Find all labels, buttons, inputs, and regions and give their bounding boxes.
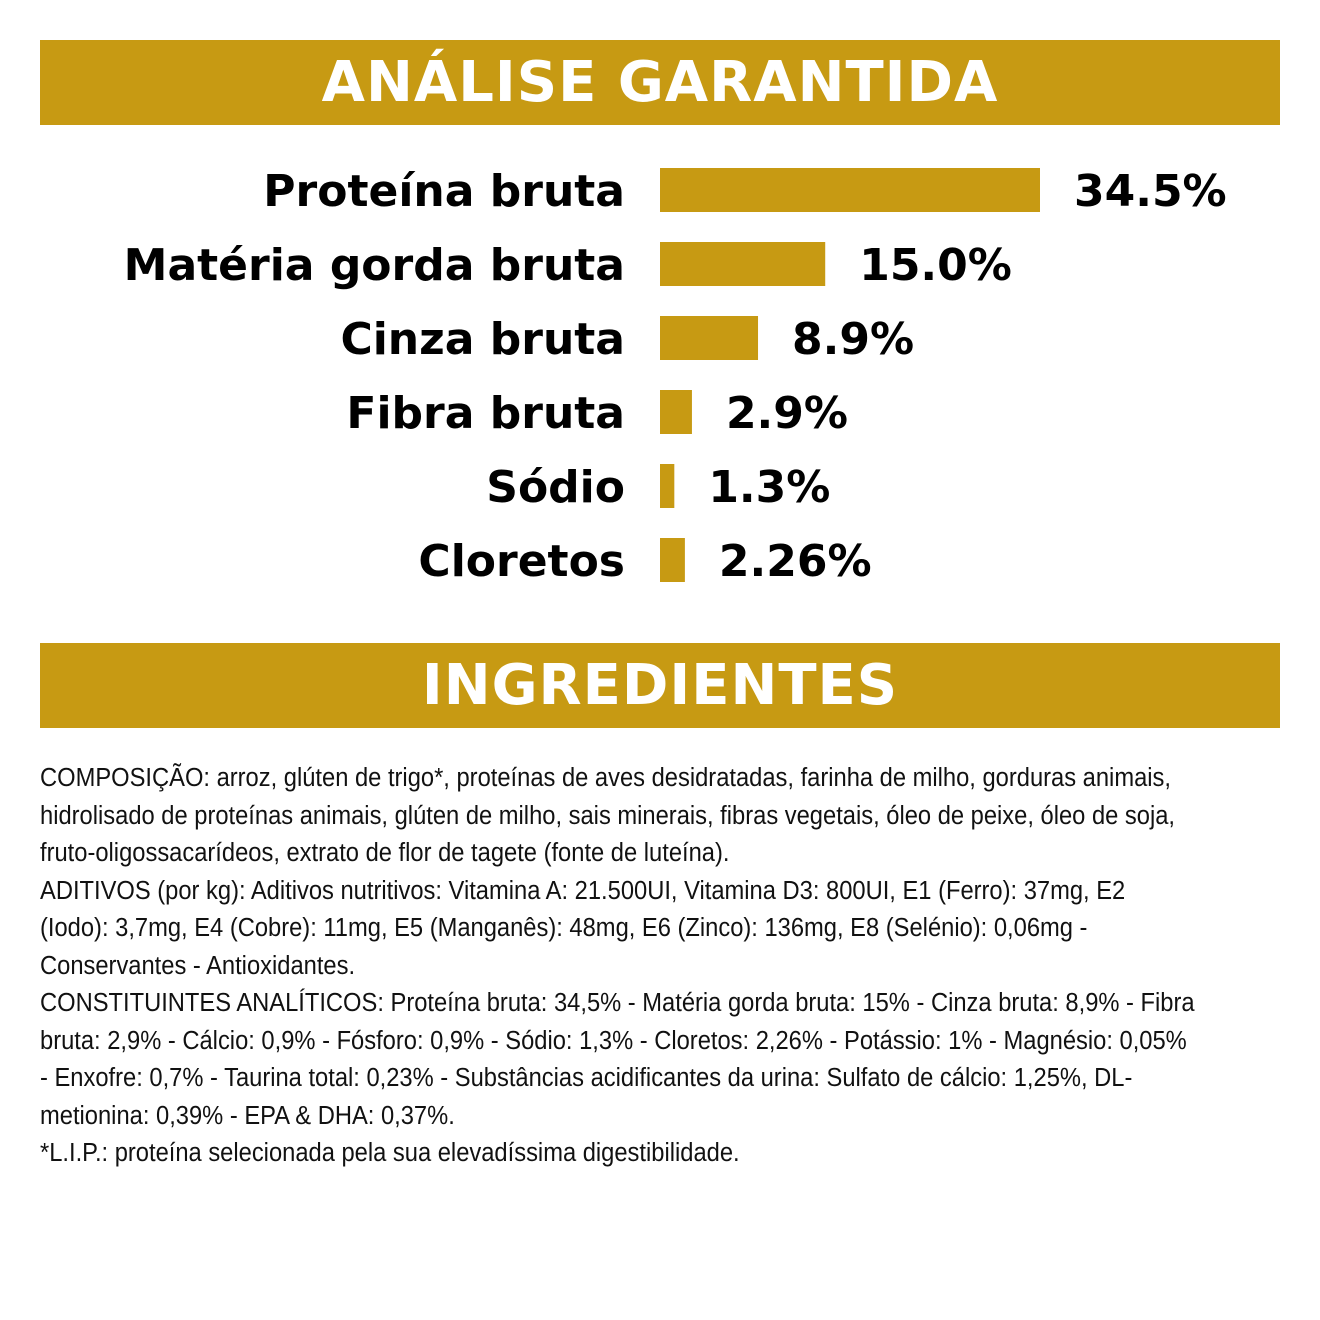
bar-value-label: 34.5% (1074, 166, 1227, 217)
guaranteed-analysis-bar-chart (0, 150, 1320, 600)
ingredients-composicao: COMPOSIÇÃO: arroz, glúten de trigo*, proteínas de aves desidratadas, farinha de milho, gorduras animais, hidrolisado de proteínas animais, glúten de milho, sais minerais, fibras vegetais, óleo de peixe, óleo de soja, fruto-oligossacarídeos, extrato de flor de tagete (fonte de luteína). (40, 764, 1176, 867)
bar-value-label: 2.9% (725, 388, 848, 439)
bar-label: Matéria gorda bruta (123, 240, 625, 291)
ingredients-aditivos: ADITIVOS (por kg): Aditivos nutritivos: Vitamina A: 21.500UI, Vitamina D3: 800UI, E1 (Ferro): 37mg, E2 (Iodo): 3,7mg, E4 (Cobre): 11mg, E5 (Manganês): 48mg, E6 (Zinco): 136mg, E8 (Selénio): 0,06mg - Conservantes - Antioxidantes. (40, 876, 1126, 980)
bar-label: Sódio (486, 462, 625, 513)
ingredientes-banner: INGREDIENTES (40, 643, 1280, 728)
bar-label: Cloretos (418, 536, 625, 587)
bar-value-label: 1.3% (708, 462, 831, 513)
bar (660, 242, 825, 286)
bar (660, 316, 758, 360)
analise-garantida-banner: ANÁLISE GARANTIDA (40, 40, 1280, 125)
bar (660, 538, 685, 582)
bar (660, 390, 692, 434)
bar-label: Fibra bruta (346, 388, 625, 439)
bar (660, 464, 674, 508)
bar-label: Cinza bruta (340, 314, 625, 365)
ingredients-footnote: *L.I.P.: proteína selecionada pela sua elevadíssima digestibilidade. (40, 1139, 740, 1167)
bar-value-label: 2.26% (718, 536, 872, 587)
ingredients-constituintes: CONSTITUINTES ANALÍTICOS: Proteína bruta: 34,5% - Matéria gorda bruta: 15% - Cinza bruta: 8,9% - Fibra bruta: 2,9% - Cálcio: 0,9% - Fósforo: 0,9% - Sódio: 1,3% - Cloretos: 2,26% - Potássio: 1% - Magnésio: 0,05% - Enxofre: 0,7% - Taurina total: 0,23% - Substâncias acidificantes da urina: Sulfato de cálcio: 1,25%, DL-metionina: 0,39% - EPA & DHA: 0,37%. (40, 989, 1195, 1130)
bar-label: Proteína bruta (263, 166, 625, 217)
ingredients-text (40, 760, 1198, 1173)
bar-value-label: 8.9% (792, 314, 915, 365)
bar-value-label: 15.0% (859, 240, 1012, 291)
bar (660, 168, 1040, 212)
